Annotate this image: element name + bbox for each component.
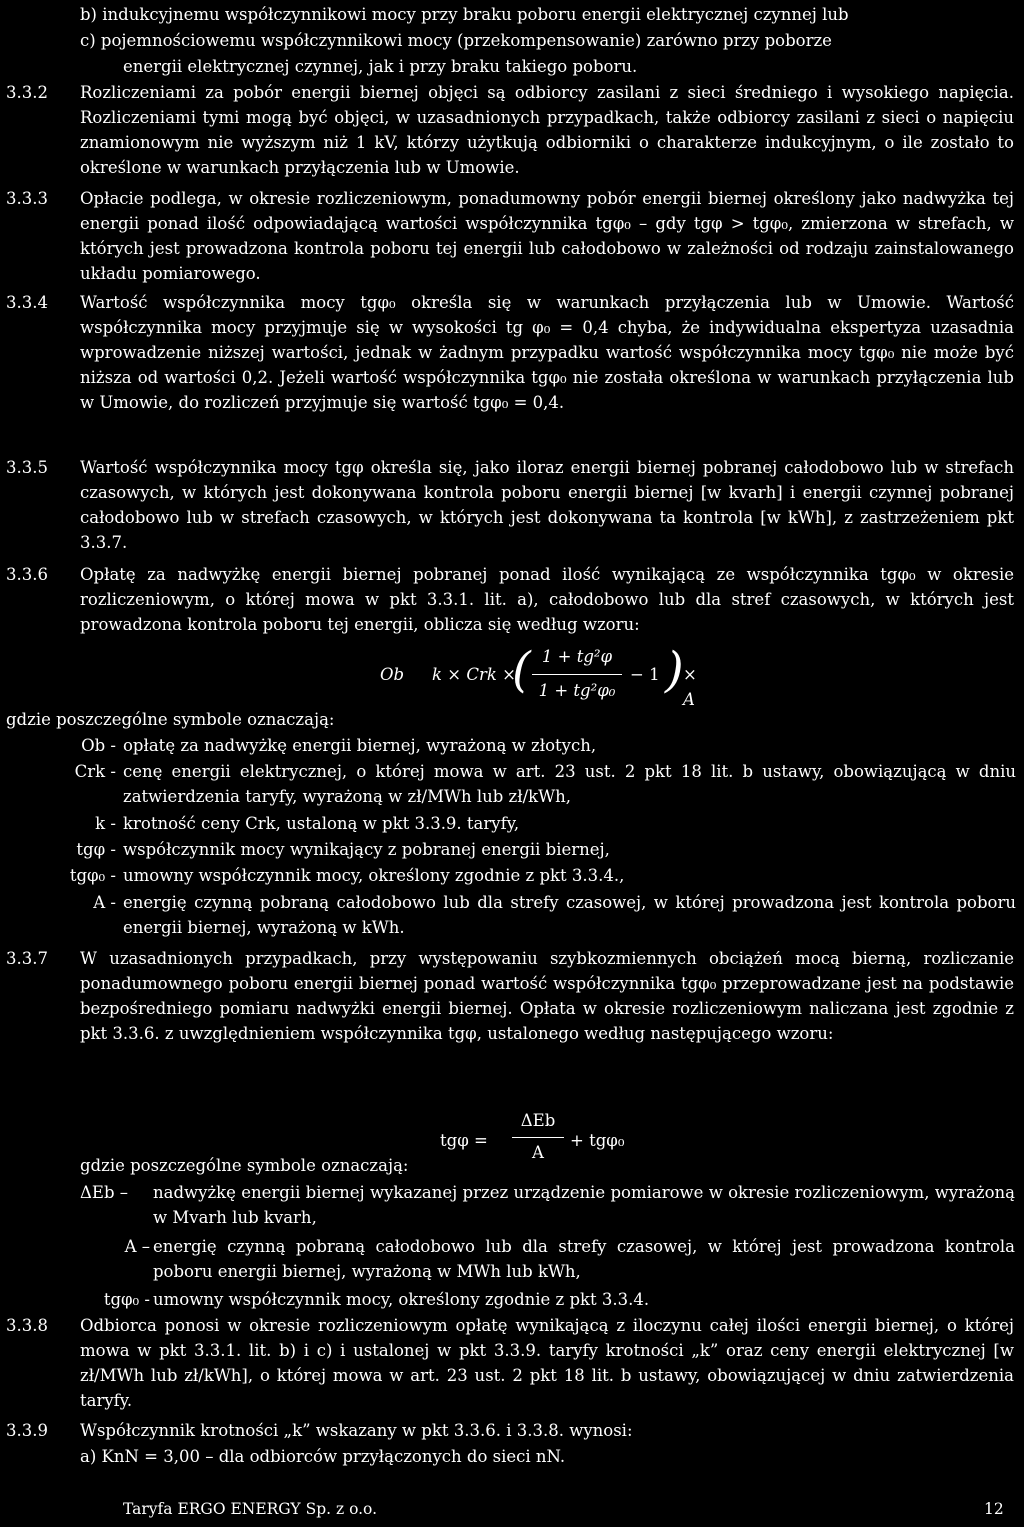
symbol-desc: nadwyżkę energii biernej wykazanej przez urządzenie pomiarowe w okresie rozliczeniowym, wyrażoną w Mvarh lub kvarh,: [153, 1183, 1015, 1227]
formula-lhs: Ob: [380, 665, 405, 684]
section-number: 3.3.9: [6, 1421, 48, 1440]
section-text: Opłatę za nadwyżkę energii biernej pobranej ponad ilość wynikającą ze współczynnika tgφ₀ w okresie rozliczeniowym, o której mowa w pkt 3.3.1. lit. a), całodobowo lub dla stref czasowych, w których jest prowadzona kontrola poboru tej energii, oblicza się według wzoru:: [80, 565, 1014, 634]
symbol-label: tgφ₀ -: [103, 1290, 150, 1309]
symbol-desc: energię czynną pobraną całodobowo lub dla strefy czasowej, w której prowadzona jest kontrola poboru energii biernej, wyrażoną w kWh.: [123, 893, 1016, 937]
section-number: 3.3.4: [6, 293, 48, 312]
fraction-bar: [512, 1137, 564, 1138]
formula-numerator: ΔEb: [520, 1111, 556, 1130]
symbol-desc: umowny współczynnik mocy, określony zgodnie z pkt 3.3.4.: [153, 1290, 650, 1309]
section-number: 3.3.8: [6, 1316, 48, 1335]
formula-surcharge: [380, 640, 710, 710]
symbols-intro: gdzie poszczególne symbole oznaczają:: [80, 1156, 409, 1175]
section-number: 3.3.2: [6, 83, 48, 102]
formula-numerator: 1 + tg²φ: [541, 647, 613, 666]
formula-multiplier: k × Crk ×: [432, 665, 516, 684]
right-paren: ): [665, 642, 684, 698]
item-c-continuation: energii elektrycznej czynnej, jak i przy braku takiego poboru.: [123, 57, 638, 76]
formula-rhs: × A: [683, 665, 697, 709]
symbol-desc: cenę energii elektrycznej, o której mowa w art. 23 ust. 2 pkt 18 lit. b ustawy, obowiązującą w dniu zatwierdzenia taryfy, wyrażoną w zł/MWh lub zł/kWh,: [123, 762, 1016, 806]
section-text: Rozliczeniami za pobór energii biernej objęci są odbiorcy zasilani z sieci średniego i wysokiego napięcia. Rozliczeniami tymi mogą być objęci, w uzasadnionych przypadkach, także odbiorcy zasilani z sieci o napięciu znamionowym nie wyższym niż 1 kV, którzy użytkują odbiorniki o charakterze indukcyjnym, o ile zostało to określone w warunkach przyłączenia lub w Umowie.: [80, 83, 1014, 177]
symbol-label: k -: [95, 814, 116, 833]
formula-lhs: tgφ =: [440, 1131, 488, 1150]
symbol-label: A –: [124, 1237, 150, 1256]
fraction-bar: [532, 674, 622, 675]
left-paren: (: [512, 642, 531, 698]
formula-rhs: + tgφ₀: [570, 1131, 625, 1150]
symbol-desc: współczynnik mocy wynikający z pobranej energii biernej,: [123, 840, 610, 859]
symbol-desc: opłatę za nadwyżkę energii biernej, wyrażoną w złotych,: [123, 736, 597, 755]
item-a-line: a) KnN = 3,00 – dla odbiorców przyłączonych do sieci nN.: [80, 1447, 566, 1466]
footer-company: Taryfa ERGO ENERGY Sp. z o.o.: [123, 1500, 378, 1518]
formula-denominator: 1 + tg²φ₀: [538, 681, 616, 700]
symbol-label: Crk -: [74, 762, 116, 781]
page-number: 12: [984, 1500, 1004, 1518]
symbol-label: Ob -: [81, 736, 116, 755]
symbol-label: ΔEb –: [80, 1183, 129, 1202]
symbol-desc: krotność ceny Crk, ustaloną w pkt 3.3.9. taryfy,: [123, 814, 520, 833]
symbol-desc: energię czynną pobraną całodobowo lub dla strefy czasowej, w której jest prowadzona kontrola poboru energii biernej, wyrażoną w MWh lub kWh,: [153, 1237, 1015, 1281]
symbol-label: tgφ₀ -: [69, 866, 116, 885]
section-number: 3.3.3: [6, 189, 48, 208]
section-text: Wartość współczynnika mocy tgφ określa się, jako iloraz energii biernej pobranej całodobowo lub w strefach czasowych, w których jest dokonywana kontrola poboru energii biernej [w kvarh] i energii czynnej pobranej całodobowo lub w strefach czasowych, w których jest dokonywana ta kontrola [w kWh], z zastrzeżeniem pkt 3.3.7.: [80, 458, 1014, 552]
section-number: 3.3.6: [6, 565, 48, 584]
symbol-label: A -: [93, 893, 116, 912]
formula-minus-one: − 1: [630, 665, 660, 684]
section-text: Współczynnik krotności „k” wskazany w pkt 3.3.6. i 3.3.8. wynosi:: [80, 1421, 633, 1440]
section-text: Wartość współczynnika mocy tgφ₀ określa się w warunkach przyłączenia lub w Umowie. Wartość współczynnika mocy przyjmuje się w wysokości tg φ₀ = 0,4 chyba, że indywidualna ekspertyza uzasadnia wprowadzenie niższej wartości, jednak w żadnym przypadku wartość współczynnika mocy tgφ₀ nie może być niższa od wartości 0,2. Jeżeli wartość współczynnika tgφ₀ nie została określona w warunkach przyłączenia lub w Umowie, do rozliczeń przyjmuje się wartość tgφ₀ = 0,4.: [80, 293, 1014, 412]
section-text: Opłacie podlega, w okresie rozliczeniowym, ponadumowny pobór energii biernej określony jako nadwyżka tej energii ponad ilość odpowiadającą wartości współczynnika tgφ₀ – gdy tgφ > tgφ₀, zmierzona w strefach, w których jest prowadzona kontrola poboru tej energii lub całodobowo w zależności od rodzaju zainstalowanego układu pomiarowego.: [80, 189, 1014, 283]
section-number: 3.3.5: [6, 458, 48, 477]
item-c-line: c) pojemnościowemu współczynnikowi mocy (przekompensowanie) zarówno przy poborze: [80, 31, 832, 50]
section-text: W uzasadnionych przypadkach, przy występowaniu szybkozmiennych obciążeń mocą bierną, rozliczanie ponadumownego poboru energii biernej ponad wartość współczynnika tgφ₀ przeprowadzane jest na podstawie bezpośredniego pomiaru nadwyżki energii biernej. Opłata w okresie rozliczeniowym naliczana jest zgodnie z pkt 3.3.6. z uwzględnieniem współczynnika tgφ, ustalonego według następującego wzoru:: [80, 949, 1014, 1043]
symbols-intro: gdzie poszczególne symbole oznaczają:: [6, 710, 335, 729]
item-b-line: b) indukcyjnemu współczynnikowi mocy przy braku poboru energii elektrycznej czynnej lub: [80, 5, 849, 24]
symbol-label: tgφ -: [76, 840, 116, 859]
section-number: 3.3.7: [6, 949, 48, 968]
formula-denominator: A: [532, 1143, 544, 1162]
symbol-desc: umowny współczynnik mocy, określony zgodnie z pkt 3.3.4.,: [123, 866, 625, 885]
section-text: Odbiorca ponosi w okresie rozliczeniowym opłatę wynikającą z iloczynu całej ilości energii biernej, o której mowa w pkt 3.3.1. lit. b) i c) i ustalonej w pkt 3.3.9. taryfy krotności „k” oraz ceny energii elektrycznej [w zł/MWh lub zł/kWh], o której mowa w art. 23 ust. 2 pkt 18 lit. b ustawy, obowiązującej w dniu zatwierdzenia taryfy.: [80, 1316, 1014, 1410]
